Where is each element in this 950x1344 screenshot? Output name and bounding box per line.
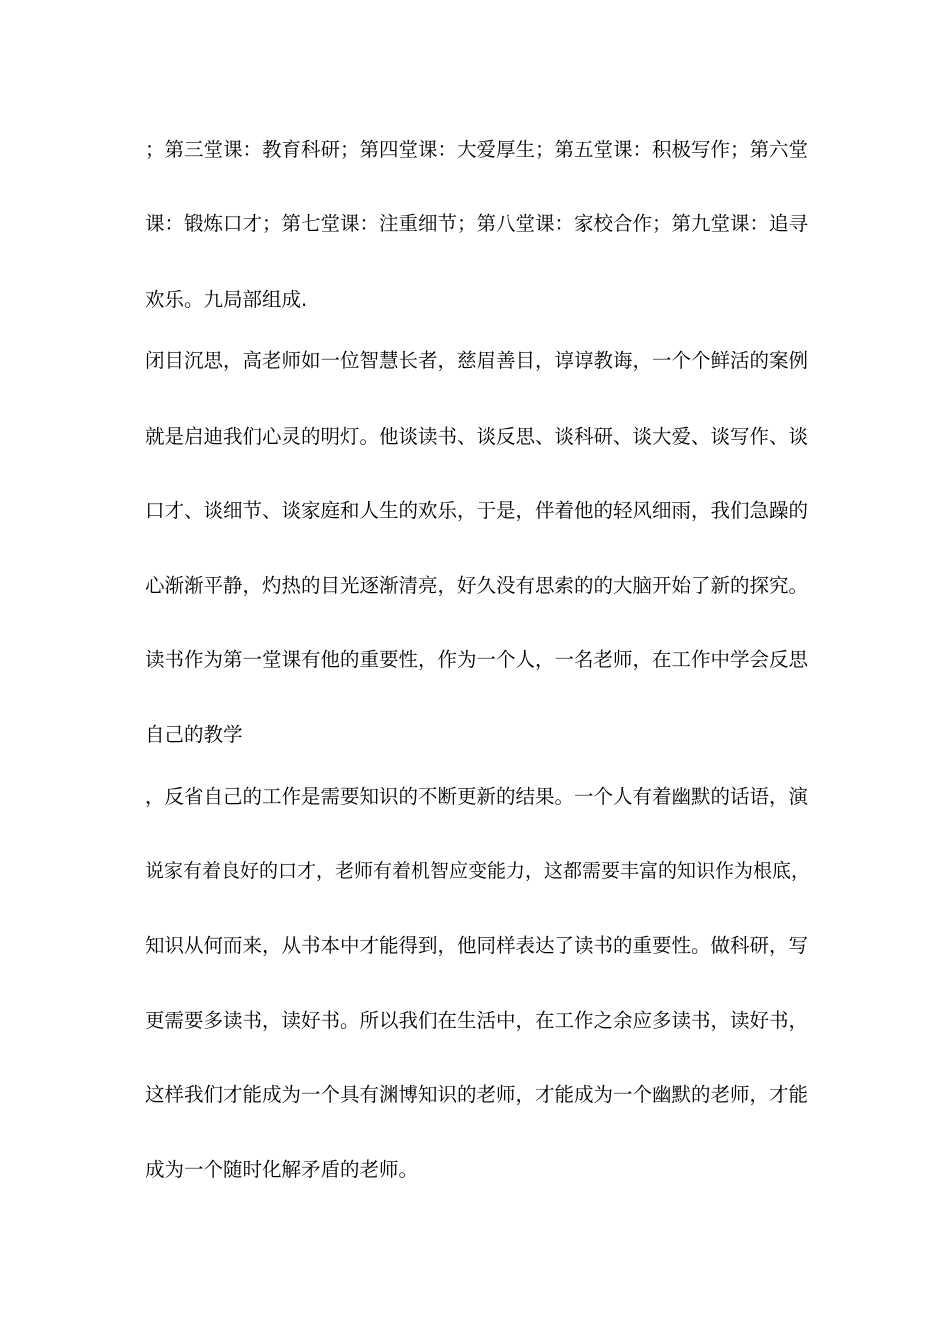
text-line: 说家有着良好的口才，老师有着机智应变能力，这都需要丰富的知识作为根底，: [145, 860, 811, 882]
text-line: 这样我们才能成为一个具有渊博知识的老师，才能成为一个幽默的老师，才能: [145, 1083, 809, 1106]
text-line: 更需要多读书，读好书。所以我们在生活中，在工作之余应多读书，读好书，: [145, 1009, 809, 1032]
text-line: 欢乐。九局部组成.: [145, 288, 308, 311]
text-line: 口才、谈细节、谈家庭和人生的欢乐，于是，伴着他的轻风细雨，我们急躁的: [145, 499, 809, 522]
text-line: 闭目沉思，高老师如一位智慧长者，慈眉善目，谆谆教诲，一个个鲜活的案例: [145, 349, 809, 372]
text-line: 成为一个随时化解矛盾的老师。: [145, 1158, 419, 1181]
text-line: 知识从何而来，从书本中才能得到，他同样表达了读书的重要性。做科研，写: [145, 934, 809, 957]
text-line: 读书作为第一堂课有他的重要性，作为一个人，一名老师，在工作中学会反思: [145, 648, 809, 671]
text-line: ；第三堂课：教育科研；第四堂课：大爱厚生；第五堂课：积极写作；第六堂: [145, 138, 809, 161]
text-line: 自己的教学: [145, 723, 243, 746]
text-line: 心渐渐平静，灼热的目光逐渐清亮，好久没有思索的的大脑开始了新的探究。: [145, 574, 809, 597]
text-line: ，反省自己的工作是需要知识的不断更新的结果。一个人有着幽默的话语，演: [145, 785, 809, 808]
text-line: 课：锻炼口才；第七堂课：注重细节；第八堂课：家校合作；第九堂课：追寻: [145, 212, 809, 235]
text-line: 就是启迪我们心灵的明灯。他谈读书、谈反思、谈科研、谈大爱、谈写作、谈: [145, 425, 809, 448]
